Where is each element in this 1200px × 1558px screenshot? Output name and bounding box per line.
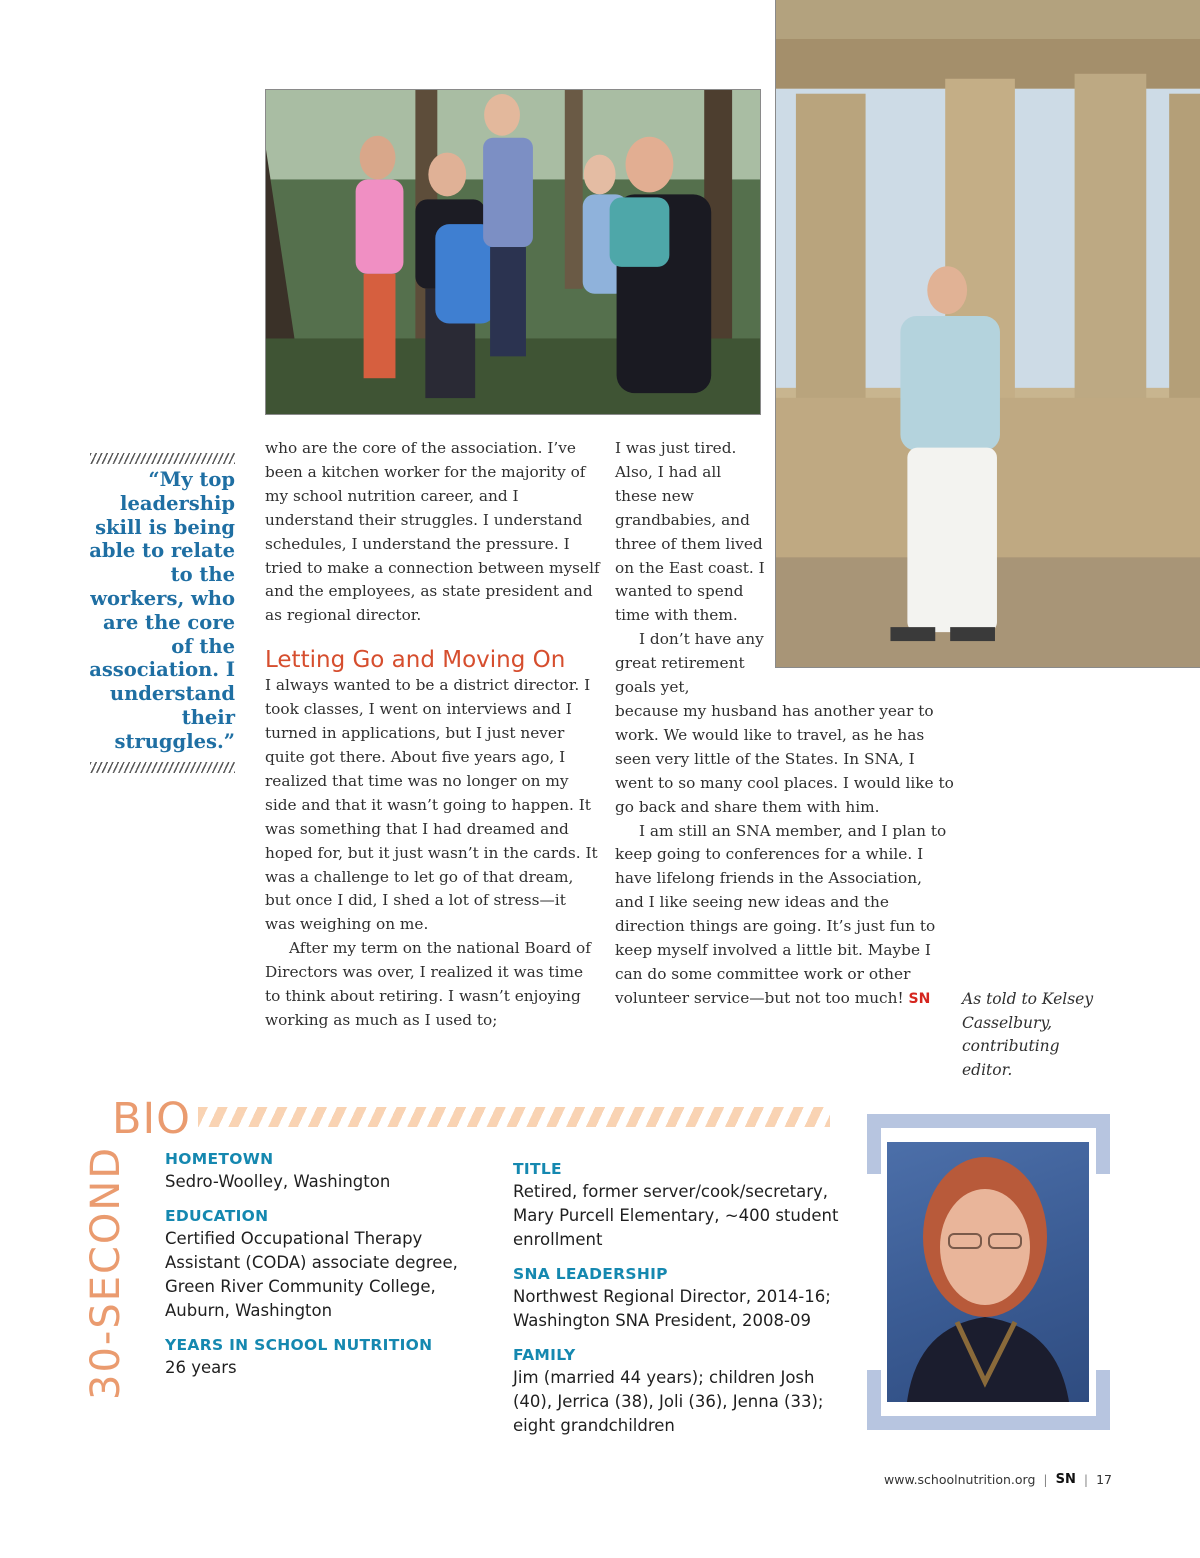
years-value: 26 years [165,1358,237,1377]
article-column-2 [615,437,955,1012]
family-label: FAMILY [513,1346,576,1364]
leadership-value: Northwest Regional Director, 2014-16; Washington SNA President, 2008-09 [513,1287,831,1330]
footer-url[interactable]: www.schoolnutrition.org [884,1472,1036,1487]
article-column-1 [265,437,600,1033]
frame-top [867,1114,1110,1128]
title-label: TITLE [513,1160,562,1178]
paragraph: because my husband has another year to work. We would like to travel, as he has seen very little of the States. In SNA, I went to so many cool places. I would like to go back and share them with him. [615,701,954,816]
family-value: Jim (married 44 years); children Josh (40), Jerrica (38), Joli (36), Jenna (33); eight grandchildren [513,1368,824,1435]
footer-brand: SN [1055,1472,1076,1487]
bio-heading: BIO [112,1094,192,1144]
frame-bottom [867,1416,1110,1430]
frame-corner [867,1370,881,1430]
page-footer [884,1472,1112,1487]
end-mark: SN [908,990,931,1007]
headshot-illustration [887,1142,1089,1402]
pullquote-bottom-rule [90,762,235,773]
family-photo [265,89,761,415]
author-credit: As told to Kelsey Casselbury, contributing editor. [962,990,1094,1079]
footer-separator: | [1043,1472,1048,1487]
section-heading: Letting Go and Moving On [265,647,566,674]
paragraph: who are the core of the association. I’ve been a kitchen worker for the majority of my school nutrition career, and I understand their struggles. I understand schedules, I understand the pressure. I tried to make a connection between myself and the employees, as state president and as regional director. [265,439,600,625]
paragraph: I was just tired. Also, I had all these new grandbabies, and three of them lived on the East coast. I wanted to spend time with them. [615,439,765,625]
paragraph: I always wanted to be a district director. I took classes, I went on interviews and I turned in applications, but I just never quite got there. About five years ago, I realized that time was no longer on my side and that it wasn’t going to happen. It was something that I had dreamed and hoped for, but it just wasn’t in the cards. It was a challenge to let go of that dream, but once I did, I shed a lot of stress—it was weighing on me. [265,676,598,934]
leadership-label: SNA LEADERSHIP [513,1265,668,1283]
family-photo-illustration [266,90,760,414]
bio-side-label: 30-SECOND [83,1145,129,1400]
paragraph [615,820,955,1012]
years-label: YEARS IN SCHOOL NUTRITION [165,1336,433,1354]
bio-stripe-rule [198,1107,830,1127]
education-label: EDUCATION [165,1207,269,1225]
frame-corner [867,1114,881,1174]
education-value: Certified Occupational Therapy Assistant (CODA) associate degree, Green River Community College, Auburn, Washington [165,1229,458,1320]
footer-separator: | [1083,1472,1089,1487]
frame-corner [1096,1370,1110,1430]
pull-quote: “My top leadership skill is being able to relate to the workers, who are the core of the association. I understand their struggles.” [89,468,235,753]
paragraph: I don’t have any great retirement goals yet, [615,630,764,697]
page-number: 17 [1096,1472,1112,1487]
pullquote-top-rule [90,453,235,464]
title-value: Retired, former server/cook/secretary, Mary Purcell Elementary, ~400 student enrollment [513,1182,839,1249]
frame-corner [1096,1114,1110,1174]
paragraph-text: I am still an SNA member, and I plan to keep going to conferences for a while. I have lifelong friends in the Association, and I like seeing new ideas and the direction things are going. It’s just fun to keep myself involved a little bit. Maybe I can do some committee work or other volunteer service—but not too much! [615,821,947,1007]
paragraph: After my term on the national Board of Directors was over, I realized it was time to think about retiring. I wasn’t enjoying working as much as I used to; [265,939,591,1029]
hometown-label: HOMETOWN [165,1150,274,1168]
headshot-photo [887,1142,1089,1402]
bio-right-column [513,1158,843,1449]
hometown-value: Sedro-Woolley, Washington [165,1172,391,1191]
bio-left-column [165,1148,490,1391]
